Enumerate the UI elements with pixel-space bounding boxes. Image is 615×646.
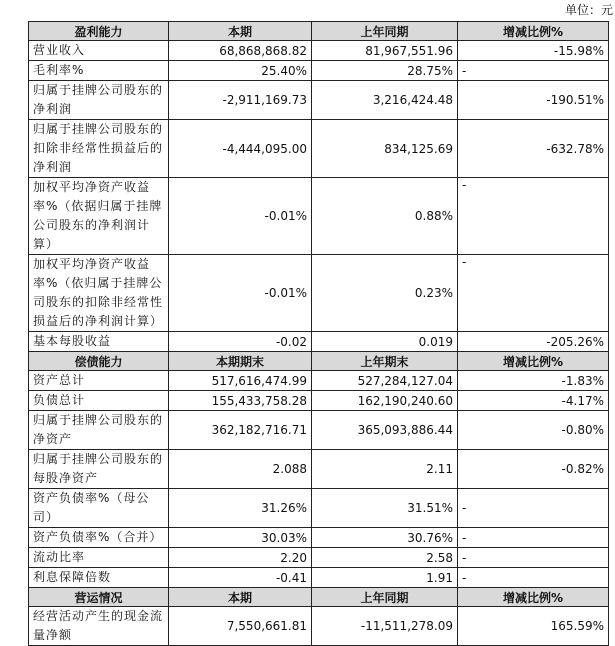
row-label: 归属于挂牌公司股东的净资产	[29, 411, 169, 450]
current-value: -4,444,095.00	[169, 120, 312, 178]
current-value: -0.02	[169, 332, 312, 352]
row-label: 基本每股收益	[29, 332, 169, 352]
row-label: 营业收入	[29, 41, 169, 61]
current-value: 68,868,868.82	[169, 41, 312, 61]
column-header: 增减比例%	[458, 588, 609, 607]
row-label: 加权平均净资产收益率%（依归属于挂牌公司股东的扣除非经常性损益后的净利润计算）	[29, 255, 169, 332]
row-label: 毛利率%	[29, 61, 169, 81]
change-value: -190.51%	[458, 81, 609, 120]
table-row	[29, 41, 609, 61]
table-row	[29, 391, 609, 411]
column-header: 盈利能力	[29, 22, 169, 41]
previous-value: 834,125.69	[312, 120, 458, 178]
current-value: 2.20	[169, 548, 312, 568]
table-row	[29, 371, 609, 391]
row-label: 资产负债率%（母公司）	[29, 489, 169, 528]
row-label: 资产负债率%（合并）	[29, 528, 169, 548]
section-header-row	[29, 22, 609, 41]
current-value: 362,182,716.71	[169, 411, 312, 450]
current-value: 25.40%	[169, 61, 312, 81]
column-header: 上年期末	[312, 352, 458, 371]
change-value: -	[458, 255, 609, 332]
row-label: 利息保障倍数	[29, 568, 169, 588]
unit-label: 单位：元	[564, 3, 613, 17]
change-value: -15.98%	[458, 41, 609, 61]
previous-value: 2.58	[312, 548, 458, 568]
current-value: 30.03%	[169, 528, 312, 548]
previous-value: 30.76%	[312, 528, 458, 548]
previous-value: 31.51%	[312, 489, 458, 528]
column-header: 上年同期	[312, 22, 458, 41]
column-header: 增减比例%	[458, 22, 609, 41]
current-value: 155,433,758.28	[169, 391, 312, 411]
previous-value: 2.11	[312, 450, 458, 489]
change-value: -0.80%	[458, 411, 609, 450]
table-row	[29, 607, 609, 646]
change-value: -	[458, 61, 609, 81]
current-value: 517,616,474.99	[169, 371, 312, 391]
change-value: -	[458, 568, 609, 588]
table-row	[29, 489, 609, 528]
row-label: 负债总计	[29, 391, 169, 411]
previous-value: -11,511,278.09	[312, 607, 458, 646]
row-label: 归属于挂牌公司股东的净利润	[29, 81, 169, 120]
table-row	[29, 548, 609, 568]
section-header-row	[29, 352, 609, 371]
current-value: -0.01%	[169, 255, 312, 332]
change-value: -1.83%	[458, 371, 609, 391]
current-value: -2,911,169.73	[169, 81, 312, 120]
table-row	[29, 568, 609, 588]
previous-value: 0.23%	[312, 255, 458, 332]
table-row	[29, 255, 609, 332]
previous-value: 1.91	[312, 568, 458, 588]
current-value: -0.01%	[169, 178, 312, 255]
previous-value: 527,284,127.04	[312, 371, 458, 391]
table-row	[29, 120, 609, 178]
previous-value: 81,967,551.96	[312, 41, 458, 61]
row-label: 归属于挂牌公司股东的扣除非经常性损益后的净利润	[29, 120, 169, 178]
change-value: -	[458, 528, 609, 548]
row-label: 流动比率	[29, 548, 169, 568]
current-value: -0.41	[169, 568, 312, 588]
column-header: 增减比例%	[458, 352, 609, 371]
change-value: -0.82%	[458, 450, 609, 489]
change-value: -	[458, 489, 609, 528]
change-value: -	[458, 178, 609, 255]
table-row	[29, 81, 609, 120]
table-row	[29, 61, 609, 81]
change-value: -	[458, 548, 609, 568]
previous-value: 365,093,886.44	[312, 411, 458, 450]
column-header: 上年同期	[312, 588, 458, 607]
row-label: 归属于挂牌公司股东的每股净资产	[29, 450, 169, 489]
current-value: 7,550,661.81	[169, 607, 312, 646]
column-header: 本期	[169, 588, 312, 607]
column-header: 偿债能力	[29, 352, 169, 371]
previous-value: 28.75%	[312, 61, 458, 81]
previous-value: 162,190,240.60	[312, 391, 458, 411]
row-label: 经营活动产生的现金流量净额	[29, 607, 169, 646]
table-row	[29, 332, 609, 352]
change-value: 165.59%	[458, 607, 609, 646]
column-header: 营运情况	[29, 588, 169, 607]
change-value: -4.17%	[458, 391, 609, 411]
row-label: 加权平均净资产收益率%（依据归属于挂牌公司股东的净利润计算）	[29, 178, 169, 255]
current-value: 31.26%	[169, 489, 312, 528]
column-header: 本期期末	[169, 352, 312, 371]
previous-value: 3,216,424.48	[312, 81, 458, 120]
section-header-row	[29, 588, 609, 607]
current-value: 2.088	[169, 450, 312, 489]
previous-value: 0.88%	[312, 178, 458, 255]
previous-value: 0.019	[312, 332, 458, 352]
table-row	[29, 411, 609, 450]
table-row	[29, 528, 609, 548]
change-value: -632.78%	[458, 120, 609, 178]
row-label: 资产总计	[29, 371, 169, 391]
financial-indicators-table	[28, 21, 609, 646]
table-row	[29, 178, 609, 255]
column-header: 本期	[169, 22, 312, 41]
table-row	[29, 450, 609, 489]
change-value: -205.26%	[458, 332, 609, 352]
